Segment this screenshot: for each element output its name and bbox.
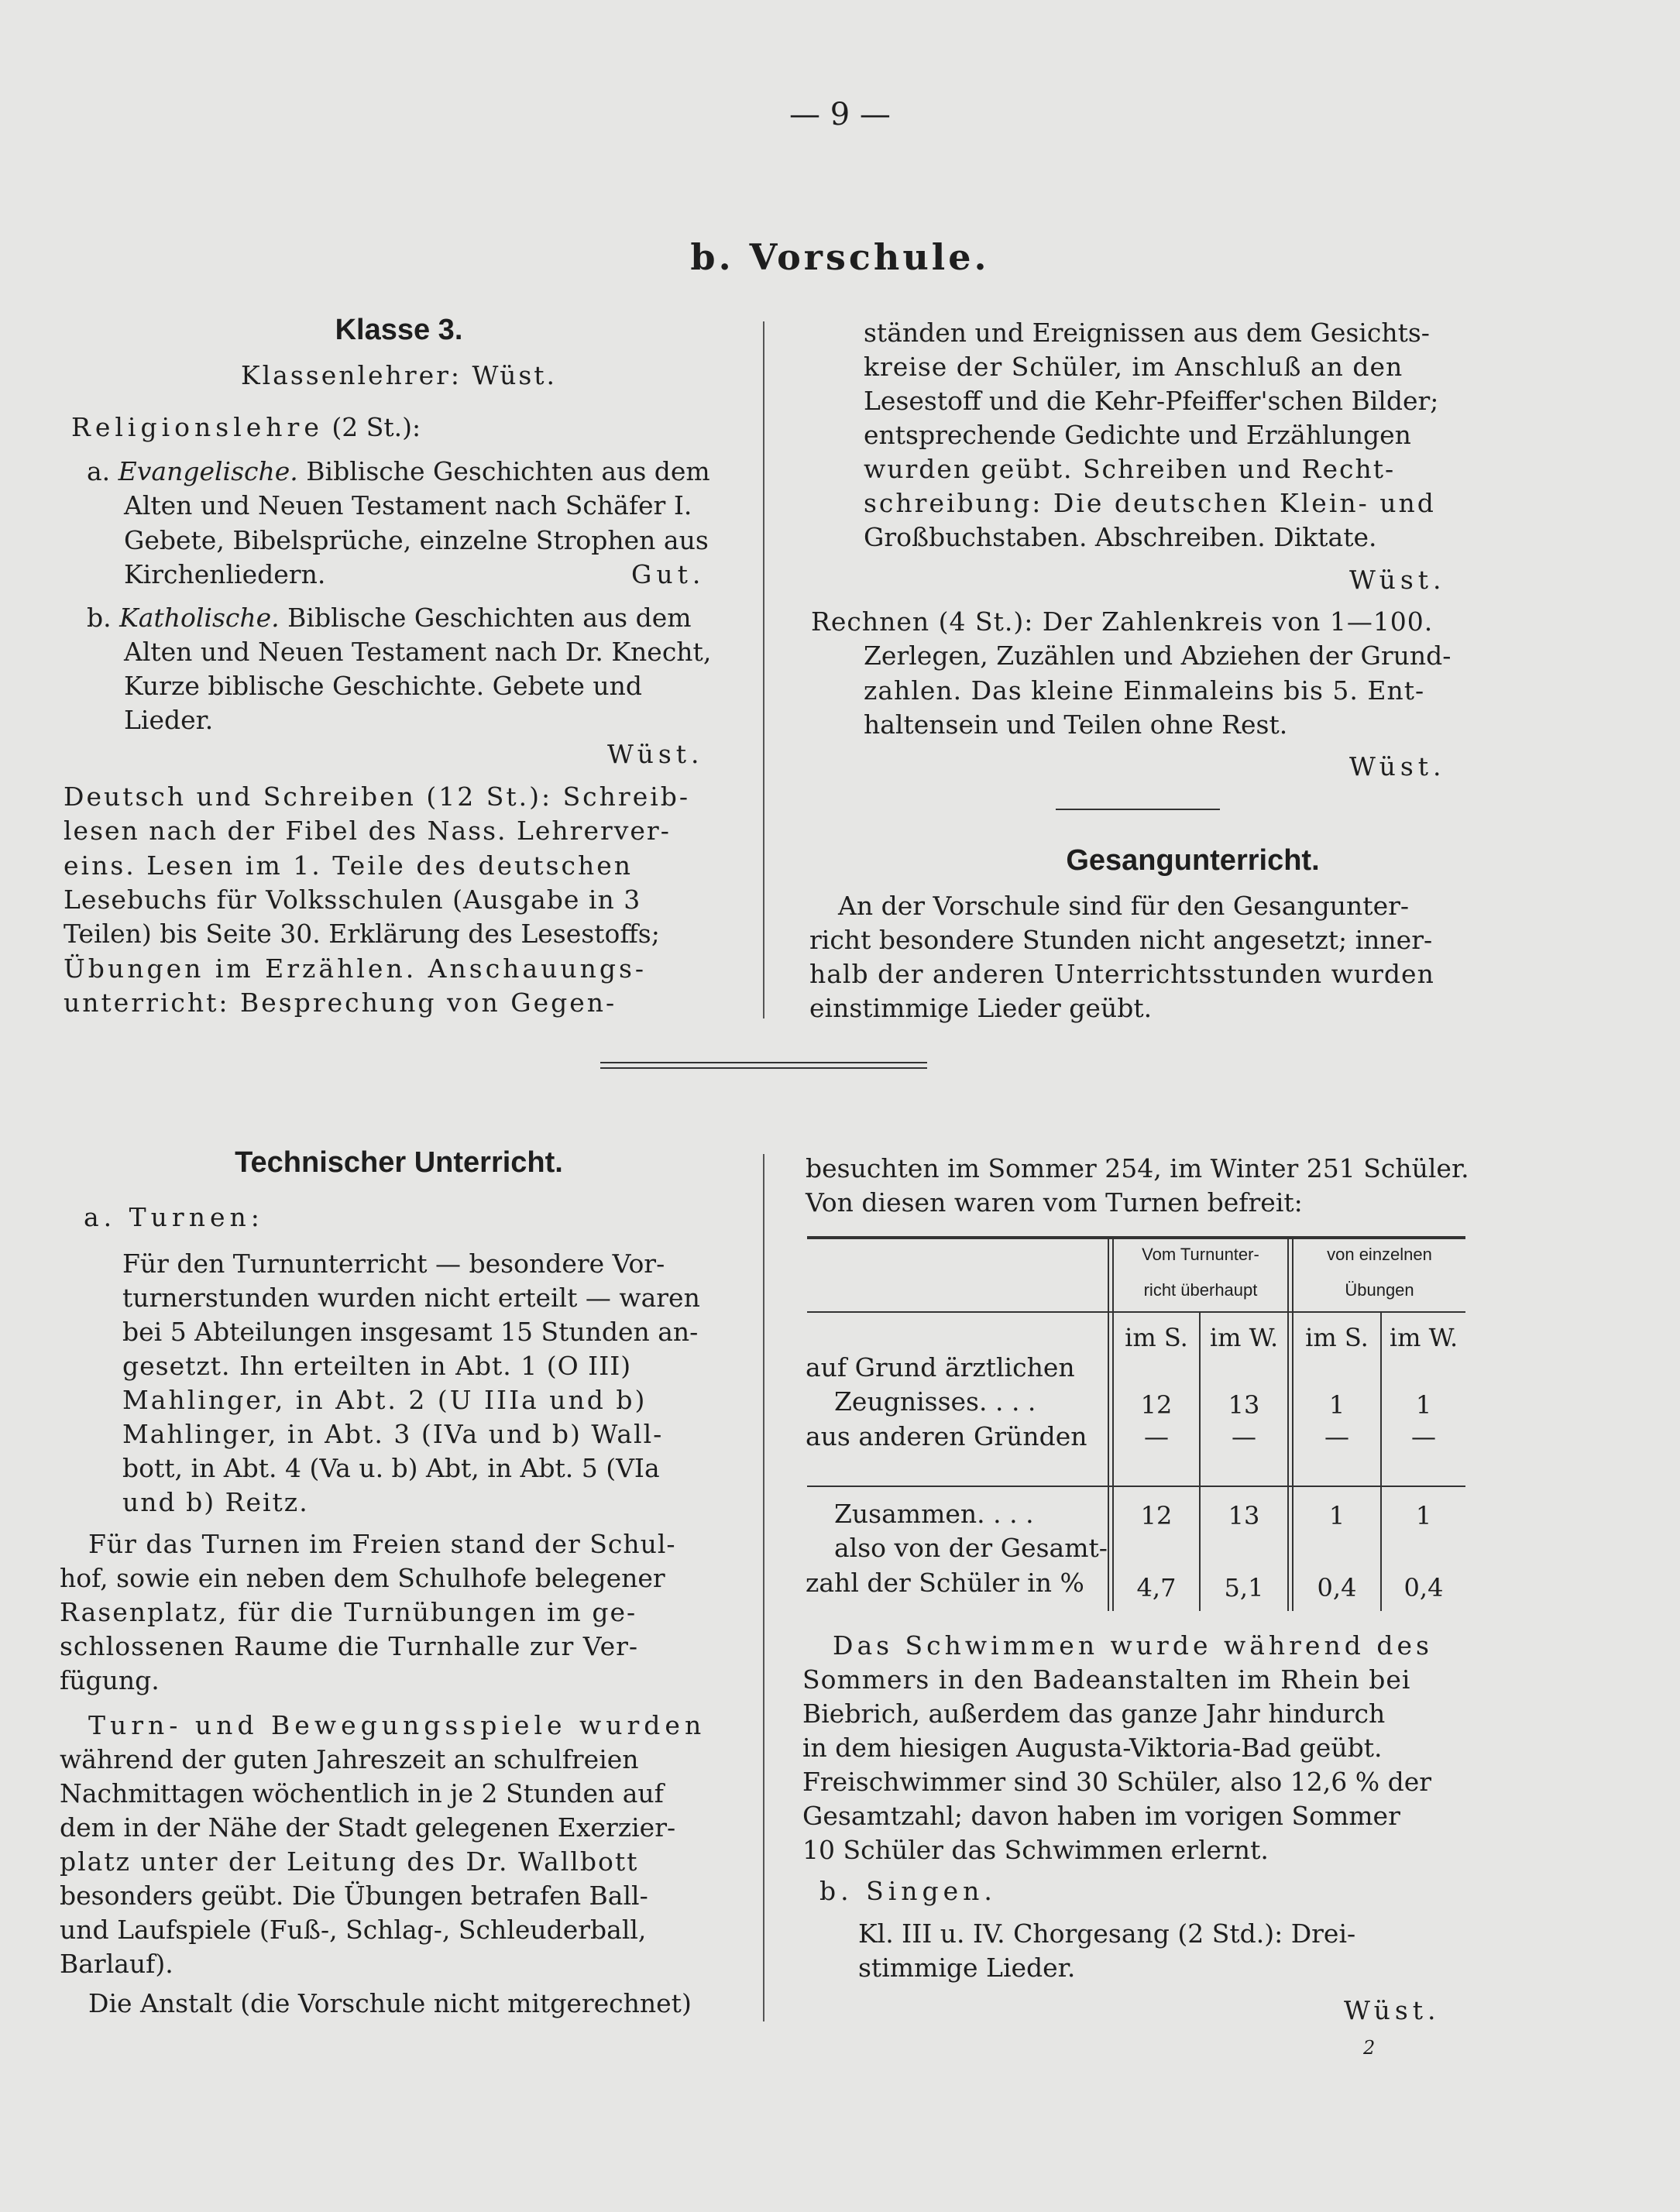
frei-line-2: Rasenplatz, für die Turnübungen im ge- [60, 1597, 637, 1627]
right-line-2: Lesestoff und die Kehr-Pfeiffer'schen Bilder; [864, 386, 1439, 416]
turnen-line-1: turnerstunden wurden nicht erteilt — waren [122, 1283, 700, 1313]
klassenlehrer: Klassenlehrer: Wüst. [240, 360, 558, 390]
table-vline-b [1199, 1313, 1201, 1611]
rechnen-line-2: zahlen. Das kleine Einmaleins bis 5. Ent- [864, 675, 1425, 706]
table-col-0: im S. [1125, 1323, 1188, 1352]
turnen-line-3: gesetzt. Ihn erteilten in Abt. 1 (O III) [122, 1351, 632, 1381]
deutsch-line-3: Lesebuchs für Volksschulen (Ausgabe in 3 [64, 884, 641, 915]
kath-line-1: Alten und Neuen Testament nach Dr. Knecht, [124, 637, 712, 667]
evang-line-2: Gebete, Bibelsprüche, einzelne Strophen aus [124, 525, 709, 555]
right-line-0: ständen und Ereignissen aus dem Gesichts- [864, 318, 1430, 348]
technisch-title: Technischer Unterricht. [235, 1146, 563, 1179]
sum-val-3: 1 [1415, 1501, 1432, 1530]
spiele-line-1: während der guten Jahreszeit an schulfreien [60, 1744, 639, 1774]
table-col-3: im W. [1389, 1323, 1458, 1352]
anstalt-line: Die Anstalt (die Vorschule nicht mitgerechnet) [88, 1988, 692, 2018]
gesang-line-0: An der Vorschule sind für den Gesangunter- [838, 891, 1410, 921]
schwimmen-line-1: Sommers in den Badeanstalten im Rhein bei [802, 1664, 1411, 1695]
besuchten-line-0: besuchten im Sommer 254, im Winter 251 Schüler. [806, 1153, 1469, 1183]
spiele-line-7: Barlauf). [60, 1949, 173, 1979]
page-number: — 9 — [789, 97, 891, 132]
column-divider-bottom [763, 1154, 764, 2021]
table-top-rule [807, 1236, 1465, 1239]
row1-val-3: 1 [1415, 1390, 1432, 1420]
right-line-5: schreibung: Die deutschen Klein- und [864, 488, 1436, 518]
gesang-line-1: richt besondere Stunden nicht angesetzt; inner- [809, 925, 1433, 955]
spiele-line-6: und Laufspiele (Fuß-, Schlag-, Schleuderball, [60, 1915, 647, 1945]
table-col-2: im S. [1305, 1323, 1369, 1352]
row2-val-0: — [1144, 1422, 1169, 1451]
table-group1-line-1: richt überhaupt [1143, 1280, 1258, 1300]
evang-line-1: Alten und Neuen Testament nach Schäfer I. [124, 490, 692, 520]
table-group2-line-0: von einzelnen [1327, 1245, 1432, 1264]
schwimmen-line-3: in dem hiesigen Augusta-Viktoria-Bad geübt. [802, 1733, 1383, 1763]
kath-line-3: Lieder. [124, 705, 214, 735]
spiele-line-4: platz unter der Leitung des Dr. Wallbott [60, 1846, 639, 1877]
spiele-line-5: besonders geübt. Die Übungen betrafen Ball- [60, 1881, 648, 1911]
table-sum-rule [807, 1486, 1465, 1487]
table-vline-c1 [1287, 1239, 1289, 1611]
kath-label: Katholische. [119, 603, 280, 633]
row2-val-3: — [1411, 1422, 1436, 1451]
schwimmen-line-0: Das Schwimmen wurde während des [833, 1630, 1433, 1661]
gesang-line-2: halb der anderen Unterrichtsstunden wurden [809, 959, 1434, 989]
evang-teacher: Gut. [631, 559, 706, 589]
turnen-line-4: Mahlinger, in Abt. 2 (U IIIa und b) [122, 1385, 648, 1415]
double-rule-top [600, 1062, 927, 1063]
sum-val-1: 13 [1228, 1501, 1260, 1530]
frei-line-0: Für das Turnen im Freien stand der Schul- [88, 1529, 676, 1559]
turnen-line-0: Für den Turnunterricht — besondere Vor- [122, 1249, 665, 1279]
frei-line-1: hof, sowie ein neben dem Schulhofe belegener [60, 1563, 665, 1593]
religion-line [71, 410, 421, 445]
deutsch-line-0: Deutsch und Schreiben (12 St.): Schreib- [64, 781, 691, 812]
schwimmen-line-2: Biebrich, außerdem das ganze Jahr hindurch [802, 1698, 1386, 1729]
singen-line-0: Kl. III u. IV. Chorgesang (2 Std.): Drei- [858, 1918, 1356, 1949]
row2-val-1: — [1232, 1422, 1256, 1451]
rechnen-line-1: Zerlegen, Zuzählen und Abziehen der Grund- [864, 641, 1452, 671]
religion-label: Religionslehre [71, 412, 324, 442]
table-header-rule [807, 1311, 1465, 1313]
column-divider-top [763, 321, 764, 1018]
table-group1-line-0: Vom Turnunter- [1142, 1245, 1259, 1264]
singen-label: b. Singen. [819, 1876, 997, 1906]
evang-prefix: a. [87, 456, 111, 486]
right-line-4: wurden geübt. Schreiben und Recht- [864, 454, 1396, 484]
row2-label: aus anderen Gründen [806, 1421, 1087, 1451]
gesang-title: Gesangunterricht. [1066, 844, 1320, 877]
spiele-line-0: Turn- und Bewegungsspiele wurden [88, 1710, 706, 1740]
turnen-line-6: bott, in Abt. 4 (Va u. b) Abt, in Abt. 5 (VIa [122, 1453, 660, 1483]
turnen-line-5: Mahlinger, in Abt. 3 (IVa und b) Wall- [122, 1419, 664, 1449]
evang-line-3: Kirchenliedern. [124, 559, 326, 589]
pct-val-2: 0,4 [1317, 1573, 1357, 1602]
religion-hours: (2 St.): [332, 412, 421, 442]
gesang-line-3: einstimmige Lieder geübt. [809, 993, 1153, 1023]
kath-text-0: Biblische Geschichten aus dem [287, 603, 692, 633]
schwimmen-line-5: Gesamtzahl; davon haben im vorigen Sommer [802, 1801, 1400, 1831]
rechnen-line-3: haltensein und Teilen ohne Rest. [864, 709, 1288, 740]
besuchten-line-1: Von diesen waren vom Turnen befreit: [806, 1187, 1303, 1218]
row1-val-0: 12 [1140, 1390, 1173, 1420]
frei-line-4: fügung. [60, 1665, 160, 1695]
turnen-label: a. Turnen: [84, 1202, 264, 1232]
singen-line-1: stimmige Lieder. [858, 1953, 1076, 1983]
pct-val-3: 0,4 [1403, 1573, 1444, 1602]
right-teacher-1: Wüst. [1349, 565, 1446, 595]
spiele-line-2: Nachmittagen wöchentlich in je 2 Stunden auf [60, 1778, 664, 1808]
right-line-1: kreise der Schüler, im Anschluß an den [864, 352, 1403, 382]
right-line-6: Großbuchstaben. Abschreiben. Diktate. [864, 522, 1377, 552]
pct-val-1: 5,1 [1224, 1573, 1264, 1602]
kath-prefix: b. [87, 603, 112, 633]
turnen-line-2: bei 5 Abteilungen insgesamt 15 Stunden an- [122, 1317, 699, 1347]
sum-label-1: also von der Gesamt- [834, 1533, 1108, 1563]
evang-line-0 [87, 455, 710, 489]
row2-val-2: — [1324, 1422, 1349, 1451]
table-col-1: im W. [1209, 1323, 1279, 1352]
sum-label-2: zahl der Schüler in % [806, 1568, 1084, 1598]
spiele-line-3: dem in der Nähe der Stadt gelegenen Exerzier- [60, 1812, 676, 1843]
schwimmen-line-6: 10 Schüler das Schwimmen erlernt. [802, 1835, 1269, 1865]
signature-mark: 2 [1363, 2037, 1376, 2059]
short-rule [1056, 809, 1220, 810]
deutsch-line-1: lesen nach der Fibel des Nass. Lehrerver- [64, 816, 671, 846]
row1-val-1: 13 [1228, 1390, 1260, 1420]
right-teacher-2: Wüst. [1349, 751, 1446, 781]
kath-teacher: Wüst. [607, 739, 704, 769]
evang-text-0: Biblische Geschichten aus dem [306, 456, 710, 486]
kath-line-2: Kurze biblische Geschichte. Gebete und [124, 671, 643, 701]
deutsch-line-6: unterricht: Besprechung von Gegen- [64, 988, 617, 1018]
frei-line-3: schlossenen Raume die Turnhalle zur Ver- [60, 1631, 639, 1661]
deutsch-line-2: eins. Lesen im 1. Teile des deutschen [64, 850, 634, 881]
rechnen-line-0: Rechnen (4 St.): Der Zahlenkreis von 1—100. [811, 606, 1434, 637]
table-vline-a1 [1108, 1239, 1109, 1611]
row1-label-0: auf Grund ärztlichen [806, 1352, 1075, 1382]
right-line-3: entsprechende Gedichte und Erzählungen [864, 420, 1411, 450]
double-rule-bottom [600, 1067, 927, 1069]
deutsch-line-5: Übungen im Erzählen. Anschauungs- [64, 953, 648, 984]
table-vline-d [1380, 1313, 1382, 1611]
pct-val-0: 4,7 [1136, 1573, 1177, 1602]
evang-label: Evangelische. [118, 456, 298, 486]
row1-label-1: Zeugnisses. . . . [834, 1386, 1036, 1417]
klasse-title: Klasse 3. [335, 314, 463, 346]
kath-line-0 [87, 601, 692, 635]
schwimmen-line-4: Freischwimmer sind 30 Schüler, also 12,6 % der [802, 1767, 1432, 1797]
row1-val-2: 1 [1328, 1390, 1345, 1420]
singen-teacher: Wüst. [1344, 1995, 1441, 2025]
sum-label-0: Zusammen. . . . [834, 1499, 1034, 1529]
sum-val-0: 12 [1140, 1501, 1173, 1530]
deutsch-line-4: Teilen) bis Seite 30. Erklärung des Lesestoffs; [64, 919, 660, 949]
sum-val-2: 1 [1328, 1501, 1345, 1530]
table-group2-line-1: Übungen [1345, 1280, 1414, 1300]
section-title: b. Vorschule. [690, 236, 990, 278]
turnen-line-7: und b) Reitz. [122, 1487, 309, 1517]
